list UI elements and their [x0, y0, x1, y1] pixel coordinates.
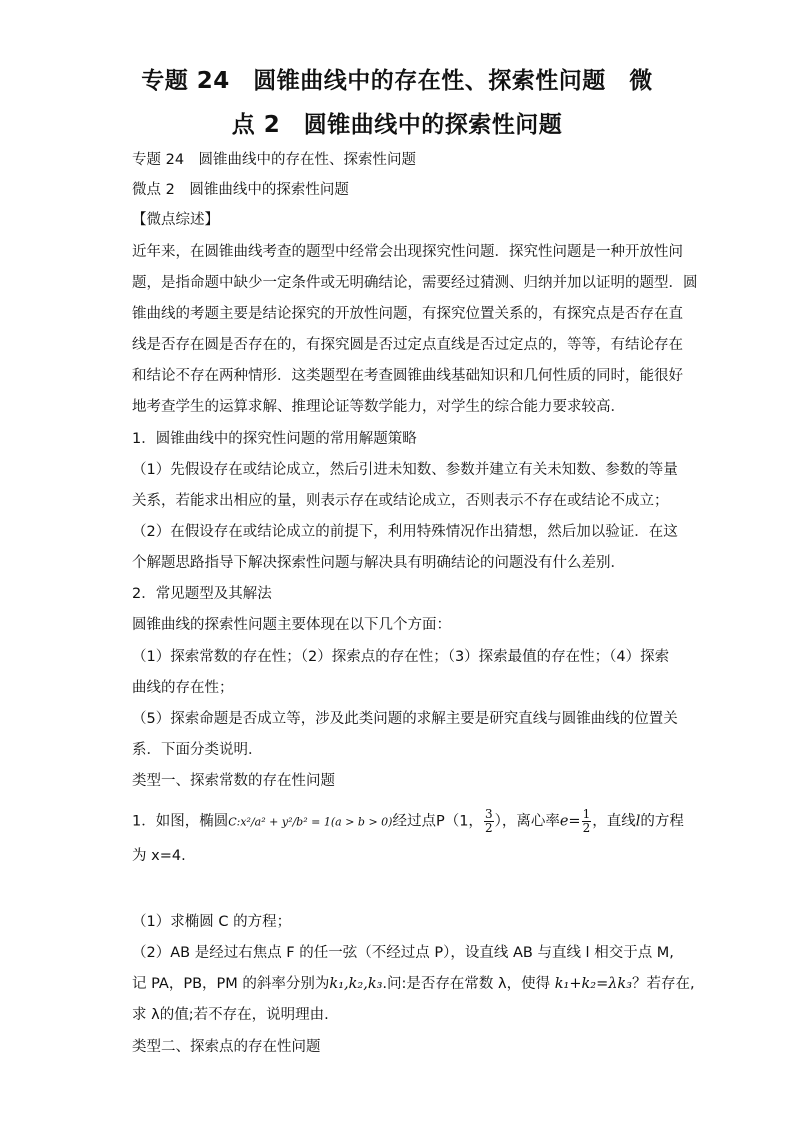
point-p-close: ），离心率 [494, 813, 560, 830]
question-2-line-a: （2）AB 是经过右焦点 F 的任一弦（不经过点 P），设直线 AB 与直线 l 相交于点 M, [132, 945, 674, 961]
q2-b-mid: .问:是否存在常数 λ，使得 [382, 976, 551, 992]
fraction-one-half: $\frac{1}{2}$ [582, 807, 591, 835]
overview-line: 锥曲线的考题主要是结论探究的开放性问题，有探究位置关系的，有探究点是否存在直 [132, 306, 683, 322]
slopes-k1-k2-k3: k₁,k₂,k₃ [329, 976, 383, 992]
overview-heading: 【微点综述】 [132, 212, 219, 228]
problem1-prefix: 1．如图，椭圆 [132, 813, 229, 830]
strategy-heading: 1．圆锥曲线中的探究性问题的常用解题策略 [132, 431, 417, 447]
problem1-line2: 为 x=4. [132, 848, 186, 864]
question-1: （1）求椭圆 C 的方程； [132, 914, 292, 930]
strategy-line: 关系，若能求出相应的量，则表示存在或结论成立，否则表示不存在或结论不成立； [132, 493, 669, 509]
topic-label: 专题 24 圆锥曲线中的存在性、探索性问题 [132, 152, 417, 168]
q2-b-post: ？若存在, [632, 976, 695, 992]
types-line: 圆锥曲线的探索性问题主要体现在以下几个方面： [132, 617, 451, 633]
overview-line: 线是否存在圆是否存在的，有探究圆是否过定点直线是否过定点的，等等，有结论存在 [132, 337, 683, 353]
eccentricity-label: e= [559, 813, 581, 830]
ellipse-equation: C:x²/a² + y²/b² = 1(a > b > 0) [228, 815, 393, 829]
point-label: 微点 2 圆锥曲线中的探索性问题 [132, 182, 349, 198]
problem1-mid: 经过点 [392, 813, 436, 830]
overview-line: 和结论不存在两种情形．这类题型在考查圆锥曲线基础知识和几何性质的同时，能很好 [132, 368, 683, 384]
strategy-line: 个解题思路指导下解决探索性问题与解决具有明确结论的问题没有什么差别． [132, 555, 625, 571]
type1-heading: 类型一、探索常数的存在性问题 [132, 773, 335, 789]
types-line: （1）探索常数的存在性；（2）探索点的存在性；（3）探索最值的存在性；（4）探索 [132, 649, 670, 665]
question-2-line-c: 求 λ的值;若不存在，说明理由. [132, 1007, 329, 1023]
overview-line: 地考查学生的运算求解、推理论证等数学能力，对学生的综合能力要求较高． [132, 399, 625, 415]
strategy-line: （2）在假设存在或结论成立的前提下，利用特殊情况作出猜想，然后加以验证．在这 [132, 524, 678, 540]
types-line: 系．下面分类说明． [132, 742, 263, 758]
overview-line: 题，是指命题中缺少一定条件或无明确结论，需要经过猜测、归纳并加以证明的题型．圆 [132, 275, 698, 291]
page-title-line2: 点 2 圆锥曲线中的探索性问题 [231, 112, 563, 138]
types-line: 曲线的存在性； [132, 680, 234, 696]
after-eccentricity: ，直线 [592, 813, 636, 830]
slope-equation: k₁+k₂=λk₃ [554, 976, 633, 992]
problem1-line1 [132, 807, 684, 835]
problem1-tail: 的方程 [640, 813, 684, 830]
line-variable: l [635, 813, 641, 830]
fraction-three-halves: $\frac{3}{2}$ [484, 807, 493, 835]
page-title-line1: 专题 24 圆锥曲线中的存在性、探索性问题 微 [141, 68, 653, 94]
q2-b-prefix: 记 PA，PB，PM 的斜率分别为 [132, 976, 330, 992]
types-heading: 2．常见题型及其解法 [132, 586, 272, 602]
point-p-open: P（1， [435, 813, 483, 830]
type2-heading: 类型二、探索点的存在性问题 [132, 1039, 321, 1055]
overview-line: 近年来，在圆锥曲线考查的题型中经常会出现探究性问题．探究性问题是一种开放性问 [132, 244, 683, 260]
strategy-line: （1）先假设存在或结论成立，然后引进未知数、参数并建立有关未知数、参数的等量 [132, 462, 678, 478]
types-line: （5）探索命题是否成立等，涉及此类问题的求解主要是研究直线与圆锥曲线的位置关 [132, 711, 678, 727]
question-2-line-b [132, 974, 695, 994]
